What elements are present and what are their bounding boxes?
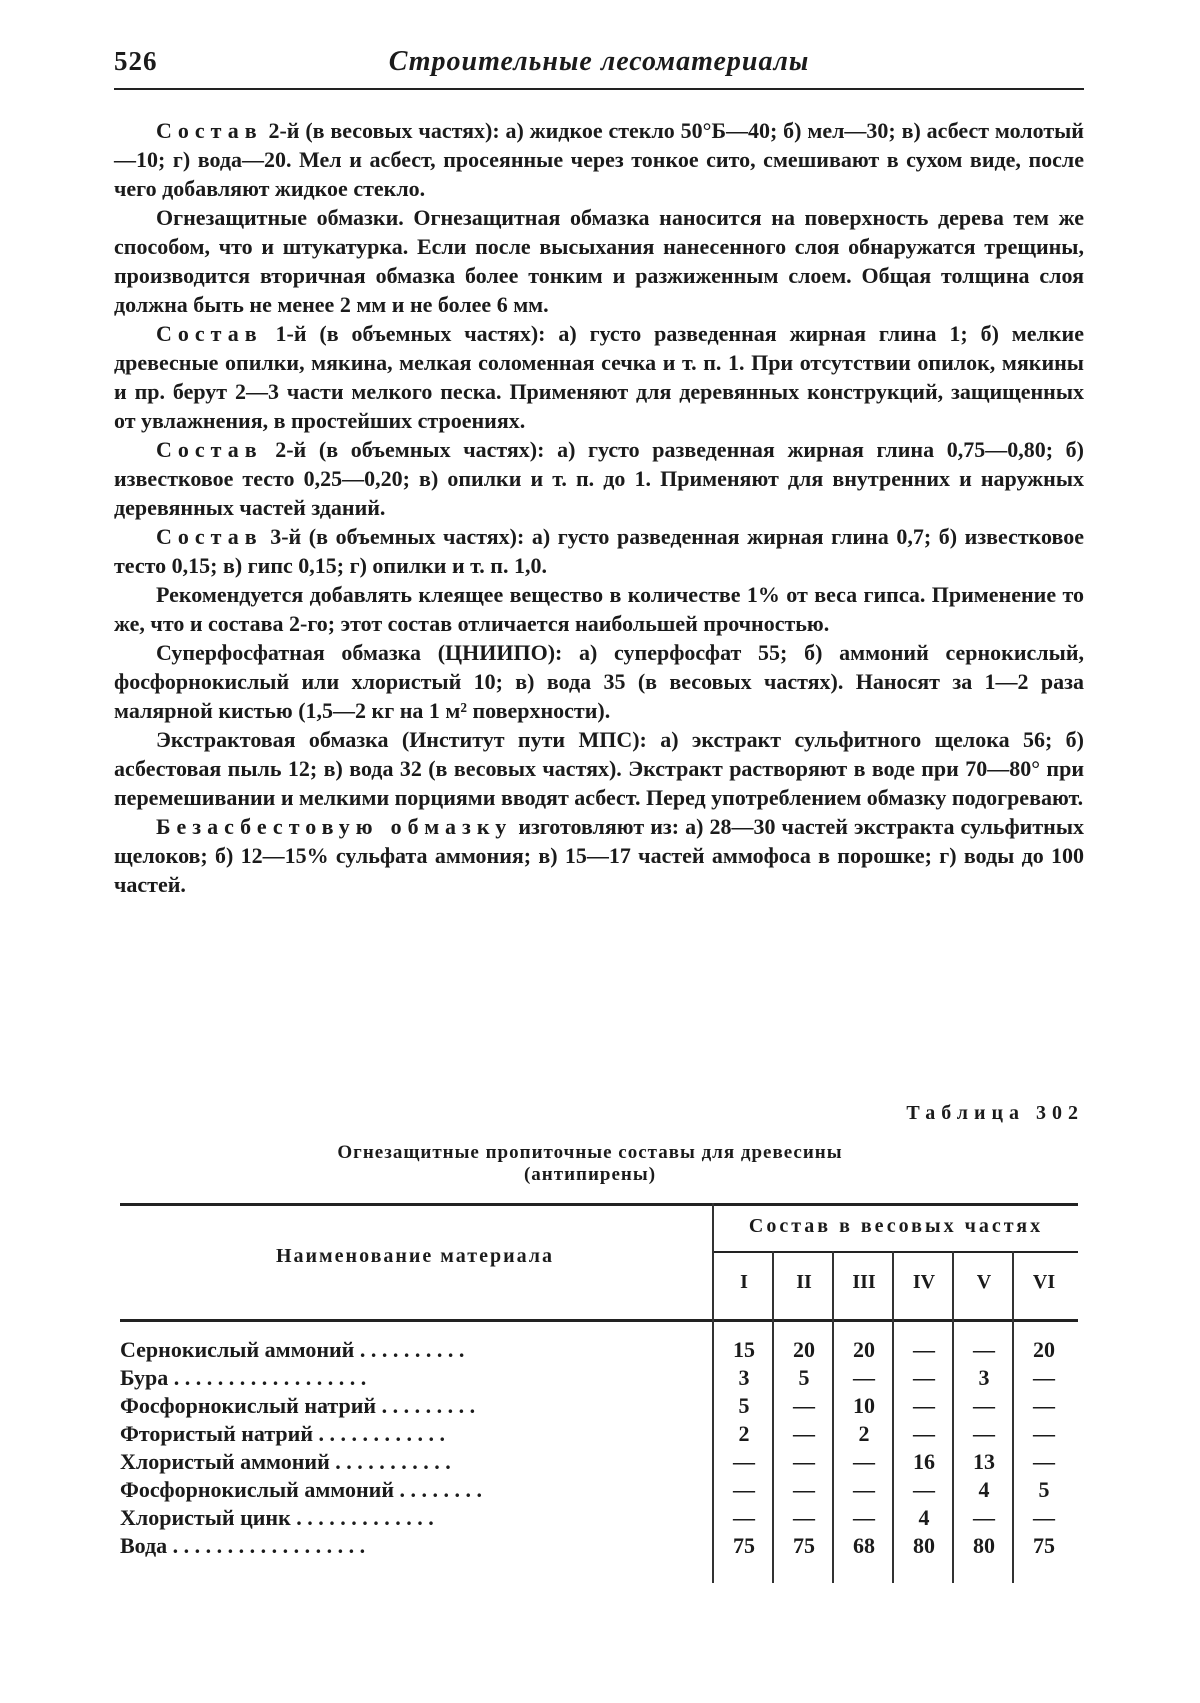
- table-row: [120, 1505, 1078, 1533]
- table-cell: —: [853, 1365, 875, 1390]
- table-cell: —: [793, 1449, 815, 1474]
- table-cell: 75: [793, 1533, 815, 1558]
- table-cell: —: [793, 1393, 815, 1418]
- paragraph-text: Огнезащитная обмазка наносится на поверхность дерева тем же способом, что и штукатурка. Если после высыхания нанесенного слоя обнаружатся трещины, производится вторичная обмазка более тонким и разжиженным слоем. Общая толщина слоя должна быть не менее 2 мм и не более 6 мм.: [114, 205, 1084, 317]
- column-header-6: VI: [1032, 1271, 1056, 1293]
- column-header-5: V: [976, 1271, 992, 1293]
- paragraph-text: 2-й (в весовых частях): а) жидкое стекло 50°Б—40; б) мел—30; в) асбест молотый—10; г) вода—20. Мел и асбест, просеянные через тонкое сито, смешивают в сухом виде, после чего добавляют жидкое стекло.: [114, 118, 1084, 201]
- column-header-4: IV: [912, 1271, 936, 1293]
- running-title: Строительные лесоматериалы: [388, 46, 810, 77]
- table-row: [120, 1477, 1078, 1505]
- paragraph: [114, 522, 1084, 580]
- paragraph-text: (ЦНИИПО): а) суперфосфат 55; б) аммоний сернокислый, фосфорнокислый или хлористый 10; в) вода 35 (в весовых частях). Наносят за 1—2 раза малярной кистью (1,5—2 кг на 1 м² поверхности).: [114, 640, 1084, 723]
- table-cell: 80: [913, 1533, 935, 1558]
- paragraph-text: (Институт пути МПС): а) экстракт сульфитного щелока 56; б) асбестовая пыль 12; в) вода 32 (в весовых частях). Экстракт растворяют в воде при 70—80° при перемешивании и мелкими порциями вводят асбест. Перед употреблением обмазку подогревают.: [114, 727, 1084, 810]
- spaced-heading: Состав: [156, 321, 263, 346]
- material-name: Фосфорнокислый аммоний . . . . . . . .: [120, 1477, 483, 1502]
- table-caption: [230, 1142, 950, 1186]
- table-cell: 4: [918, 1505, 930, 1530]
- material-name: Хлористый аммоний . . . . . . . . . . .: [120, 1449, 451, 1474]
- table-cell: —: [793, 1477, 815, 1502]
- table-cell: —: [733, 1477, 755, 1502]
- run-in-heading: Экстрактовая обмазка: [156, 727, 389, 752]
- table-row: [120, 1421, 1078, 1449]
- paragraph-text: 1-й (в объемных частях): а) густо разведенная жирная глина 1; б) мелкие древесные опилки, мякина, мелкая соломенная сечка и т. п. 1. При отсутствии опилок, мякины и пр. берут 2—3 части мелкого песка. Применяют для деревянных конструкций, защищенных от увлажнения, в простейших строениях.: [114, 321, 1084, 433]
- paragraph: [114, 435, 1084, 522]
- paragraph-text: Рекомендуется добавлять клеящее вещество в количестве 1% от веса гипса. Применение то же, что и состава 2-го; этот состав отличается наибольшей прочностью.: [114, 582, 1084, 636]
- table-cell: —: [1033, 1421, 1055, 1446]
- table-cell: —: [973, 1421, 995, 1446]
- table-cell: —: [1033, 1393, 1055, 1418]
- table-cell: 2: [858, 1421, 870, 1446]
- table-cell: 5: [738, 1393, 750, 1418]
- column-header-3: III: [852, 1271, 876, 1293]
- table-cell: 4: [978, 1477, 990, 1502]
- table-cell: 16: [913, 1449, 935, 1474]
- run-in-heading: Огнезащитные обмазки.: [156, 205, 404, 230]
- table-cell: 20: [853, 1337, 875, 1362]
- table-cell: —: [913, 1421, 935, 1446]
- paragraph-text: 3-й (в объемных частях): а) густо разведенная жирная глина 0,7; б) известковое тесто 0,15; в) гипс 0,15; г) опилки и т. п. 1,0.: [114, 524, 1084, 578]
- spaced-heading: Состав: [156, 118, 263, 143]
- table-cell: —: [733, 1505, 755, 1530]
- table-cell: 3: [738, 1365, 750, 1390]
- paragraph-text: 2-й (в объемных частях): а) густо разведенная жирная глина 0,75—0,80; б) известковое тесто 0,25—0,20; в) опилки и т. п. до 1. Применяют для внутренних и наружных деревянных частей зданий.: [114, 437, 1084, 520]
- table-cell: —: [913, 1477, 935, 1502]
- paragraph: [114, 638, 1084, 725]
- table-cell: —: [793, 1421, 815, 1446]
- table-cell: 15: [733, 1337, 755, 1362]
- table-cell: 68: [853, 1533, 875, 1558]
- table-cell: 10: [853, 1393, 875, 1418]
- table-cell: 5: [798, 1365, 810, 1390]
- table-cell: —: [913, 1393, 935, 1418]
- column-header-2: II: [796, 1271, 812, 1293]
- table-cell: —: [1033, 1365, 1055, 1390]
- spaced-heading: Состав: [156, 524, 263, 549]
- table-label: Таблица 302: [906, 1102, 1084, 1124]
- composition-table: [120, 1203, 1078, 1583]
- spaced-heading: Безасбестовую обмазку: [156, 814, 513, 839]
- table-cell: —: [973, 1337, 995, 1362]
- table-row: [120, 1337, 1078, 1365]
- column-header-name: Наименование материала: [275, 1245, 555, 1267]
- table-cell: 20: [1033, 1337, 1055, 1362]
- paragraph: [114, 725, 1084, 812]
- table-cell: 2: [738, 1421, 750, 1446]
- table-cell: —: [793, 1505, 815, 1530]
- material-name: Фосфорнокислый натрий . . . . . . . . .: [120, 1393, 476, 1418]
- paragraph: [114, 580, 1084, 638]
- table-caption-line2: (антипирены): [523, 1164, 657, 1185]
- spaced-heading: Состав: [156, 437, 263, 462]
- table-cell: —: [1033, 1505, 1055, 1530]
- table-cell: —: [913, 1337, 935, 1362]
- material-name: Фтористый натрий . . . . . . . . . . . .: [120, 1421, 446, 1446]
- table-group-rule: [712, 1251, 1078, 1253]
- material-name: Сернокислый аммоний . . . . . . . . . .: [120, 1337, 465, 1362]
- paragraph: [114, 116, 1084, 203]
- material-name: Вода . . . . . . . . . . . . . . . . . .: [120, 1533, 366, 1558]
- table-cell: —: [973, 1393, 995, 1418]
- table-cell: —: [1033, 1449, 1055, 1474]
- table-row: [120, 1533, 1078, 1561]
- table-cell: —: [853, 1505, 875, 1530]
- material-name: Хлористый цинк . . . . . . . . . . . . .: [120, 1505, 434, 1530]
- paragraph: [114, 203, 1084, 319]
- table-cell: 3: [978, 1365, 990, 1390]
- table-cell: —: [973, 1505, 995, 1530]
- material-name: Бура . . . . . . . . . . . . . . . . . .: [120, 1365, 367, 1390]
- body-text: [114, 116, 1084, 899]
- table-cell: 13: [973, 1449, 995, 1474]
- table-cell: 75: [1033, 1533, 1055, 1558]
- table-row: [120, 1393, 1078, 1421]
- table-row: [120, 1365, 1078, 1393]
- column-group-header: Состав в весовых частях: [748, 1215, 1044, 1237]
- table-cell: —: [733, 1449, 755, 1474]
- table-header-rule: [120, 1319, 1078, 1322]
- table-cell: —: [853, 1449, 875, 1474]
- paragraph: [114, 812, 1084, 899]
- table-top-rule: [120, 1203, 1078, 1206]
- page-number: 526: [114, 46, 158, 76]
- table-cell: —: [913, 1365, 935, 1390]
- table-cell: 75: [733, 1533, 755, 1558]
- table-cell: 80: [973, 1533, 995, 1558]
- paragraph-text: изготовляют из: а) 28—30 частей экстракта сульфитных щелоков; б) 12—15% сульфата аммония; в) 15—17 частей аммофоса в порошке; г) воды до 100 частей.: [114, 814, 1084, 897]
- table-caption-line1: Огнезащитные пропиточные составы для древесины: [337, 1142, 843, 1163]
- page-header: [114, 38, 1084, 90]
- paragraph: [114, 319, 1084, 435]
- table-cell: 20: [793, 1337, 815, 1362]
- table-cell: 5: [1038, 1477, 1050, 1502]
- table-row: [120, 1449, 1078, 1477]
- column-header-1: I: [740, 1271, 748, 1293]
- table-cell: —: [853, 1477, 875, 1502]
- run-in-heading: Суперфосфатная обмазка: [156, 640, 422, 665]
